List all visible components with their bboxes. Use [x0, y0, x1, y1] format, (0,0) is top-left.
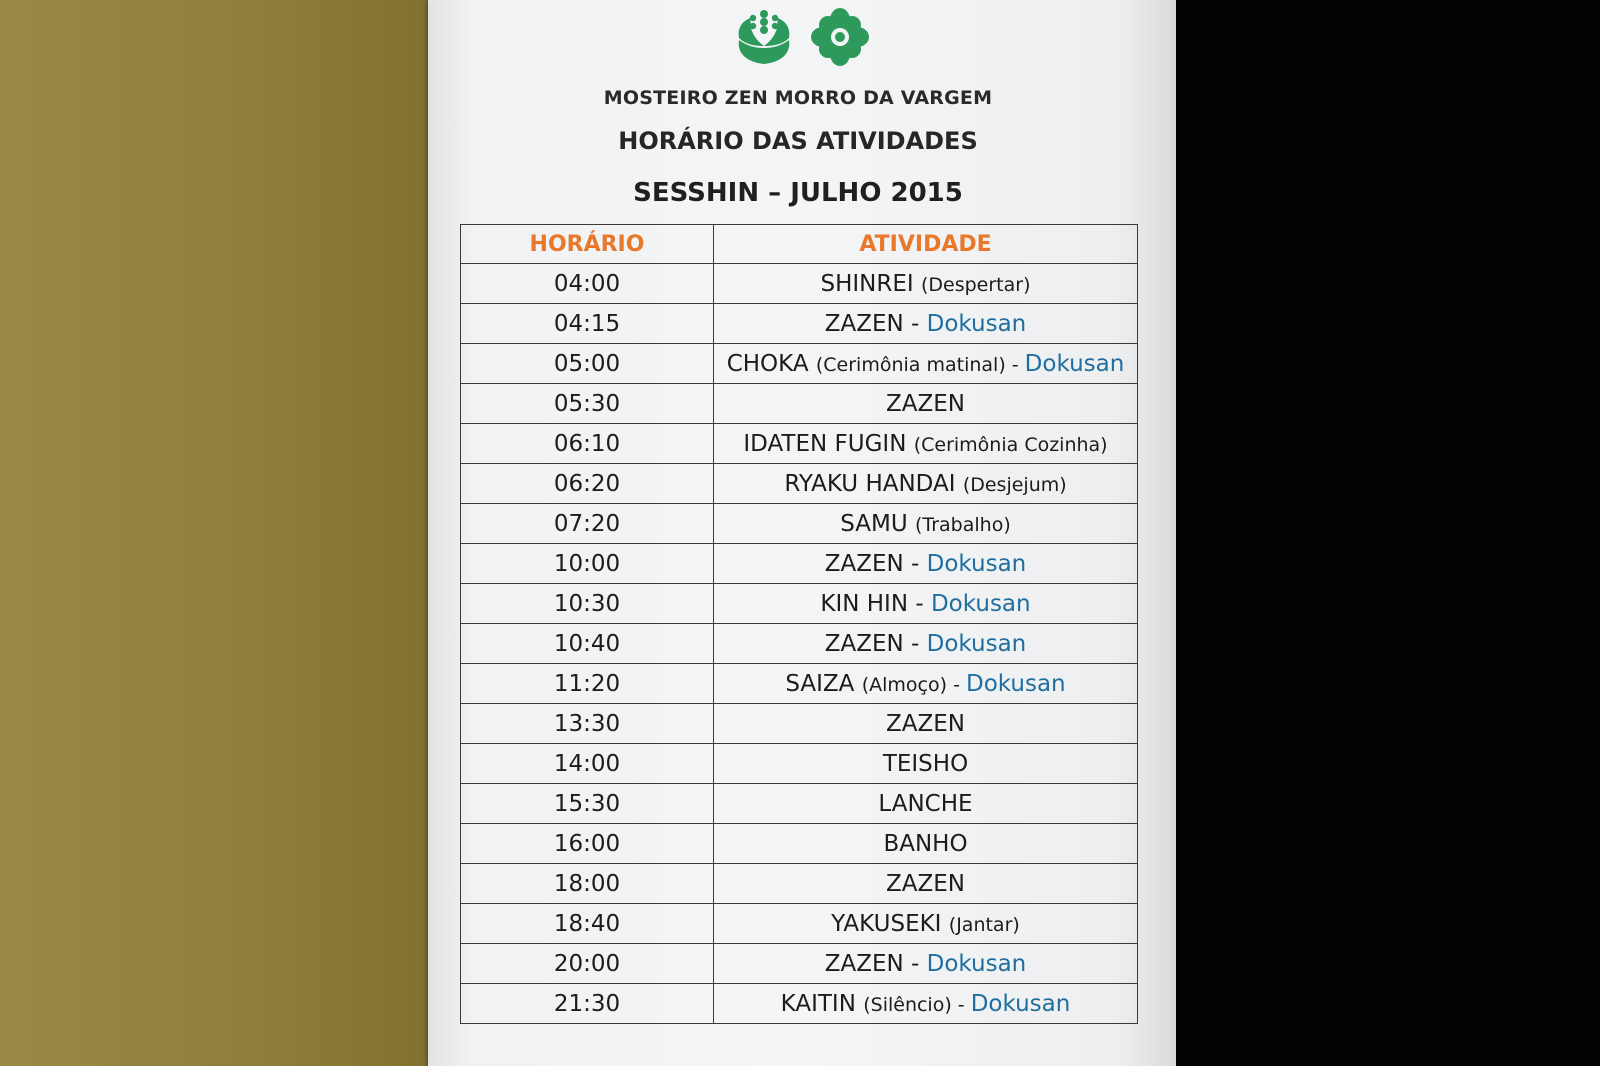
- row-activity: [714, 744, 1138, 784]
- activity-name: ZAZEN: [824, 550, 904, 577]
- row-time: 14:00: [461, 744, 714, 784]
- dokusan-label: Dokusan: [926, 950, 1027, 977]
- table-row: [461, 784, 1138, 824]
- table-row: [461, 504, 1138, 544]
- table-row: [461, 384, 1138, 424]
- header-activity: ATIVIDADE: [714, 225, 1138, 264]
- table-row: [461, 584, 1138, 624]
- row-time: 05:30: [461, 384, 714, 424]
- activity-name: TEISHO: [882, 750, 969, 777]
- separator-dash: -: [903, 550, 927, 577]
- table-row: [461, 704, 1138, 744]
- separator-dash: -: [947, 673, 966, 696]
- activity-note: (Almoço): [861, 673, 948, 696]
- table-row: [461, 904, 1138, 944]
- row-time: 06:20: [461, 464, 714, 504]
- table-header-row: [461, 225, 1138, 264]
- activity-name: ZAZEN: [886, 390, 965, 417]
- activity-name: RYAKU HANDAI: [784, 470, 956, 497]
- row-activity: [714, 344, 1138, 384]
- activity-name: LANCHE: [878, 790, 973, 817]
- activity-name: ZAZEN: [886, 870, 965, 897]
- dokusan-label: Dokusan: [926, 630, 1027, 657]
- schedule-subtitle: SESSHIN – JULHO 2015: [633, 178, 963, 208]
- activity-name: SAMU: [840, 510, 908, 537]
- row-time: 10:30: [461, 584, 714, 624]
- activity-name: ZAZEN: [824, 630, 904, 657]
- separator-dash: -: [903, 630, 927, 657]
- activity-name: CHOKA: [726, 350, 809, 377]
- activity-name: ZAZEN: [824, 950, 904, 977]
- activity-note: (Cerimônia matinal): [815, 353, 1006, 376]
- activity-note: (Jantar): [948, 913, 1020, 936]
- row-activity: [714, 304, 1138, 344]
- activity-name: BANHO: [883, 830, 968, 857]
- row-time: 21:30: [461, 984, 714, 1024]
- table-row: [461, 344, 1138, 384]
- activity-name: SHINREI: [820, 270, 914, 297]
- activity-name: KAITIN: [780, 990, 856, 1017]
- schedule-title: HORÁRIO DAS ATIVIDADES: [618, 127, 978, 155]
- activity-name: SAIZA: [785, 670, 855, 697]
- table-row: [461, 944, 1138, 984]
- monastery-name: MOSTEIRO ZEN MORRO DA VARGEM: [603, 87, 993, 109]
- row-time: 04:00: [461, 264, 714, 304]
- row-time: 13:30: [461, 704, 714, 744]
- row-activity: [714, 704, 1138, 744]
- row-activity: [714, 384, 1138, 424]
- table-row: [461, 864, 1138, 904]
- separator-dash: -: [908, 590, 931, 617]
- paulownia-crest-icon: [735, 8, 793, 66]
- row-activity: [714, 424, 1138, 464]
- dokusan-label: Dokusan: [1024, 350, 1125, 377]
- row-activity: [714, 544, 1138, 584]
- flower-crest-icon: [811, 8, 869, 66]
- row-time: 10:00: [461, 544, 714, 584]
- separator-dash: -: [951, 993, 971, 1016]
- logo-group: [428, 8, 1176, 66]
- row-activity: [714, 864, 1138, 904]
- activity-name: ZAZEN: [824, 310, 904, 337]
- row-activity: [714, 504, 1138, 544]
- row-time: 16:00: [461, 824, 714, 864]
- schedule-body: [461, 264, 1138, 1024]
- row-activity: [714, 824, 1138, 864]
- activity-note: (Cerimônia Cozinha): [913, 433, 1108, 456]
- table-row: [461, 824, 1138, 864]
- row-time: 15:30: [461, 784, 714, 824]
- activity-note: (Silêncio): [863, 993, 952, 1016]
- dokusan-label: Dokusan: [970, 990, 1071, 1017]
- table-row: [461, 424, 1138, 464]
- table-row: [461, 624, 1138, 664]
- activity-name: ZAZEN: [886, 710, 965, 737]
- row-activity: [714, 264, 1138, 304]
- header-time: HORÁRIO: [461, 225, 714, 264]
- activity-name: KIN HIN: [820, 590, 909, 617]
- schedule-table: [460, 224, 1138, 1024]
- activity-note: (Trabalho): [915, 513, 1011, 536]
- row-time: 18:00: [461, 864, 714, 904]
- row-time: 06:10: [461, 424, 714, 464]
- row-activity: [714, 664, 1138, 704]
- row-time: 11:20: [461, 664, 714, 704]
- row-time: 10:40: [461, 624, 714, 664]
- table-row: [461, 264, 1138, 304]
- activity-note: (Despertar): [920, 273, 1031, 296]
- row-time: 05:00: [461, 344, 714, 384]
- table-row: [461, 464, 1138, 504]
- dokusan-label: Dokusan: [926, 310, 1027, 337]
- table-row: [461, 544, 1138, 584]
- olive-wall-background: [0, 0, 440, 1066]
- table-row: [461, 304, 1138, 344]
- row-activity: [714, 624, 1138, 664]
- row-time: 18:40: [461, 904, 714, 944]
- row-activity: [714, 904, 1138, 944]
- row-activity: [714, 784, 1138, 824]
- row-activity: [714, 944, 1138, 984]
- row-activity: [714, 584, 1138, 624]
- table-row: [461, 984, 1138, 1024]
- row-time: 20:00: [461, 944, 714, 984]
- schedule-sheet: [428, 0, 1176, 1066]
- separator-dash: -: [1005, 353, 1025, 376]
- activity-name: IDATEN FUGIN: [743, 430, 907, 457]
- dokusan-label: Dokusan: [965, 670, 1066, 697]
- row-activity: [714, 984, 1138, 1024]
- row-time: 04:15: [461, 304, 714, 344]
- separator-dash: -: [903, 310, 927, 337]
- separator-dash: -: [903, 950, 927, 977]
- activity-name: YAKUSEKI: [831, 910, 942, 937]
- table-row: [461, 744, 1138, 784]
- table-row: [461, 664, 1138, 704]
- row-activity: [714, 464, 1138, 504]
- row-time: 07:20: [461, 504, 714, 544]
- dokusan-label: Dokusan: [926, 550, 1027, 577]
- dokusan-label: Dokusan: [930, 590, 1031, 617]
- dark-background: [1168, 0, 1600, 1066]
- activity-note: (Desjejum): [962, 473, 1067, 496]
